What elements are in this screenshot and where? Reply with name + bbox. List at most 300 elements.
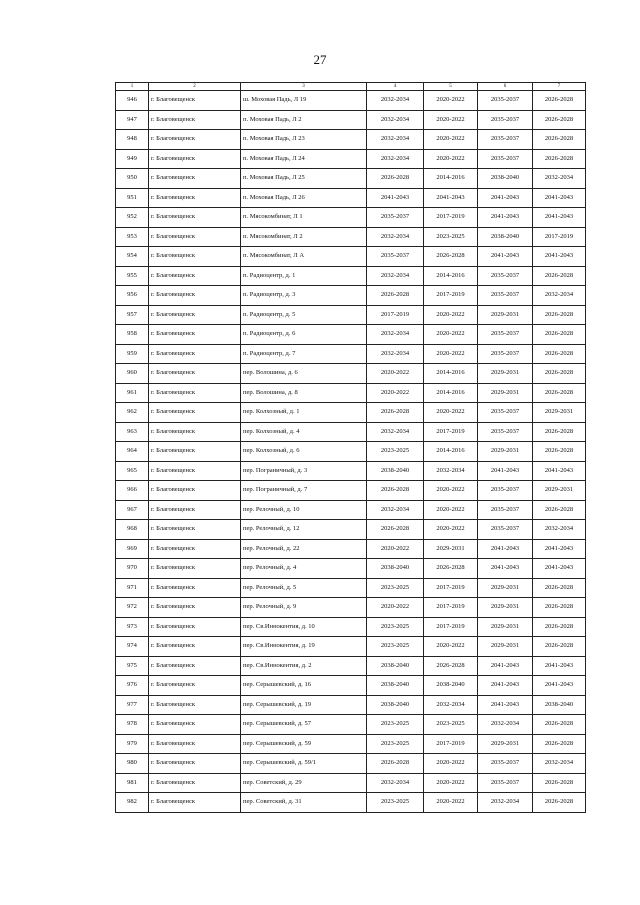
table-body [116,91,586,813]
row-number-cell: 974 [116,637,149,657]
period-cell: 2029-2031 [478,734,533,754]
period-cell: 2032-2034 [478,715,533,735]
period-cell: 2032-2034 [424,461,478,481]
address-cell: п. Мясокомбинат, Л 1 [241,208,367,228]
city-cell: г. Благовещенск [149,578,241,598]
address-cell: пер. Колхозный, д. 6 [241,442,367,462]
city-cell: г. Благовещенск [149,793,241,813]
period-cell: 2032-2034 [367,130,424,150]
table-row [116,793,586,813]
period-cell: 2020-2022 [424,325,478,345]
period-cell: 2014-2016 [424,442,478,462]
row-number-cell: 972 [116,598,149,618]
address-cell: ш. Моховая Падь, Л 19 [241,91,367,111]
period-cell: 2032-2034 [367,227,424,247]
city-cell: г. Благовещенск [149,422,241,442]
table-row [116,91,586,111]
period-cell: 2032-2034 [367,325,424,345]
period-cell: 2038-2040 [367,676,424,696]
period-cell: 2026-2028 [533,500,586,520]
address-cell: пер. Волошина, д. 8 [241,383,367,403]
row-number-cell: 961 [116,383,149,403]
table-row [116,773,586,793]
table-row [116,286,586,306]
period-cell: 2026-2028 [533,110,586,130]
period-cell: 2035-2037 [478,130,533,150]
address-cell: п. Радиоцентр, д. 5 [241,305,367,325]
period-cell: 2041-2043 [533,656,586,676]
table-row [116,149,586,169]
period-cell: 2023-2025 [367,793,424,813]
table-row [116,208,586,228]
period-cell: 2032-2034 [533,754,586,774]
period-cell: 2026-2028 [367,403,424,423]
table-row [116,266,586,286]
period-cell: 2032-2034 [533,286,586,306]
row-number-cell: 968 [116,520,149,540]
period-cell: 2026-2028 [424,559,478,579]
table-row [116,539,586,559]
city-cell: г. Благовещенск [149,247,241,267]
table-row [116,559,586,579]
row-number-cell: 958 [116,325,149,345]
city-cell: г. Благовещенск [149,364,241,384]
table-row [116,461,586,481]
period-cell: 2041-2043 [478,695,533,715]
period-cell: 2032-2034 [367,422,424,442]
row-number-cell: 957 [116,305,149,325]
city-cell: г. Благовещенск [149,559,241,579]
column-header: 2 [149,83,241,91]
table-row [116,422,586,442]
city-cell: г. Благовещенск [149,637,241,657]
address-cell: пер. Колхозный, д. 1 [241,403,367,423]
period-cell: 2032-2034 [367,110,424,130]
period-cell: 2041-2043 [533,188,586,208]
period-cell: 2014-2016 [424,169,478,189]
period-cell: 2035-2037 [367,208,424,228]
header-row [116,83,586,91]
period-cell: 2026-2028 [533,442,586,462]
period-cell: 2020-2022 [424,481,478,501]
city-cell: г. Благовещенск [149,773,241,793]
period-cell: 2020-2022 [367,598,424,618]
row-number-cell: 956 [116,286,149,306]
period-cell: 2026-2028 [533,715,586,735]
period-cell: 2026-2028 [533,325,586,345]
period-cell: 2032-2034 [424,695,478,715]
page-number: 27 [313,52,327,67]
address-cell: пер. Св.Иннокентия, д. 19 [241,637,367,657]
period-cell: 2041-2043 [478,559,533,579]
period-cell: 2041-2043 [478,208,533,228]
period-cell: 2032-2034 [367,149,424,169]
table-row [116,676,586,696]
period-cell: 2020-2022 [424,773,478,793]
period-cell: 2041-2043 [478,247,533,267]
period-cell: 2026-2028 [367,286,424,306]
city-cell: г. Благовещенск [149,481,241,501]
table-row [116,325,586,345]
table-row [116,734,586,754]
column-header: 3 [241,83,367,91]
period-cell: 2023-2025 [367,715,424,735]
address-cell: п. Мясокомбинат, Л А [241,247,367,267]
table-row [116,110,586,130]
period-cell: 2017-2019 [424,598,478,618]
period-cell: 2035-2037 [478,481,533,501]
table-row [116,578,586,598]
row-number-cell: 947 [116,110,149,130]
address-cell: пер. Серышевский, д. 57 [241,715,367,735]
city-cell: г. Благовещенск [149,130,241,150]
period-cell: 2032-2034 [367,91,424,111]
period-cell: 2035-2037 [478,286,533,306]
row-number-cell: 981 [116,773,149,793]
address-cell: п. Моховая Падь, Л 23 [241,130,367,150]
period-cell: 2035-2037 [367,247,424,267]
table-row [116,637,586,657]
period-cell: 2026-2028 [533,773,586,793]
city-cell: г. Благовещенск [149,461,241,481]
period-cell: 2017-2019 [424,578,478,598]
period-cell: 2020-2022 [424,793,478,813]
address-cell: пер. Релочный, д. 9 [241,598,367,618]
city-cell: г. Благовещенск [149,500,241,520]
address-cell: пер. Советский, д. 31 [241,793,367,813]
period-cell: 2035-2037 [478,422,533,442]
period-cell: 2035-2037 [478,266,533,286]
table-row [116,500,586,520]
period-cell: 2041-2043 [533,247,586,267]
address-cell: пер. Релочный, д. 10 [241,500,367,520]
address-cell: пер. Серышевский, д. 59/1 [241,754,367,774]
period-cell: 2041-2043 [533,539,586,559]
period-cell: 2029-2031 [478,598,533,618]
period-cell: 2026-2028 [367,169,424,189]
period-cell: 2026-2028 [424,656,478,676]
city-cell: г. Благовещенск [149,149,241,169]
period-cell: 2026-2028 [533,383,586,403]
table-row [116,715,586,735]
period-cell: 2038-2040 [424,676,478,696]
period-cell: 2041-2043 [478,539,533,559]
period-cell: 2014-2016 [424,383,478,403]
table-row [116,598,586,618]
period-cell: 2023-2025 [424,715,478,735]
period-cell: 2026-2028 [533,617,586,637]
address-cell: п. Мясокомбинат, Л 2 [241,227,367,247]
period-cell: 2029-2031 [533,481,586,501]
period-cell: 2026-2028 [533,149,586,169]
period-cell: 2026-2028 [533,637,586,657]
table-row [116,344,586,364]
period-cell: 2035-2037 [478,403,533,423]
period-cell: 2035-2037 [478,520,533,540]
period-cell: 2041-2043 [478,676,533,696]
period-cell: 2026-2028 [533,344,586,364]
period-cell: 2041-2043 [533,461,586,481]
table-row [116,305,586,325]
row-number-cell: 964 [116,442,149,462]
city-cell: г. Благовещенск [149,286,241,306]
table-row [116,364,586,384]
city-cell: г. Благовещенск [149,403,241,423]
period-cell: 2026-2028 [367,520,424,540]
city-cell: г. Благовещенск [149,520,241,540]
table-row [116,442,586,462]
period-cell: 2041-2043 [533,559,586,579]
period-cell: 2020-2022 [424,305,478,325]
period-cell: 2026-2028 [533,266,586,286]
period-cell: 2035-2037 [478,110,533,130]
period-cell: 2038-2040 [367,695,424,715]
address-cell: пер. Релочный, д. 4 [241,559,367,579]
period-cell: 2041-2043 [533,676,586,696]
city-cell: г. Благовещенск [149,325,241,345]
row-number-cell: 970 [116,559,149,579]
address-cell: пер. Пограничный, д. 3 [241,461,367,481]
period-cell: 2035-2037 [478,91,533,111]
period-cell: 2029-2031 [478,617,533,637]
period-cell: 2014-2016 [424,266,478,286]
period-cell: 2029-2031 [478,383,533,403]
city-cell: г. Благовещенск [149,734,241,754]
table-row [116,188,586,208]
row-number-cell: 965 [116,461,149,481]
column-header: 6 [478,83,533,91]
period-cell: 2035-2037 [478,344,533,364]
period-cell: 2038-2040 [367,656,424,676]
period-cell: 2029-2031 [533,403,586,423]
row-number-cell: 967 [116,500,149,520]
row-number-cell: 960 [116,364,149,384]
period-cell: 2035-2037 [478,754,533,774]
period-cell: 2020-2022 [424,500,478,520]
period-cell: 2026-2028 [533,734,586,754]
row-number-cell: 971 [116,578,149,598]
address-cell: п. Радиоцентр, д. 7 [241,344,367,364]
row-number-cell: 978 [116,715,149,735]
row-number-cell: 980 [116,754,149,774]
city-cell: г. Благовещенск [149,344,241,364]
period-cell: 2041-2043 [478,188,533,208]
table-row [116,481,586,501]
period-cell: 2017-2019 [424,422,478,442]
period-cell: 2020-2022 [424,344,478,364]
period-cell: 2017-2019 [424,208,478,228]
address-cell: пер. Волошина, д. 6 [241,364,367,384]
city-cell: г. Благовещенск [149,695,241,715]
period-cell: 2032-2034 [367,344,424,364]
address-cell: п. Моховая Падь, Л 24 [241,149,367,169]
address-cell: пер. Св.Иннокентия, д. 10 [241,617,367,637]
period-cell: 2020-2022 [367,364,424,384]
table-row [116,656,586,676]
period-cell: 2032-2034 [533,520,586,540]
period-cell: 2017-2019 [533,227,586,247]
period-cell: 2023-2025 [367,734,424,754]
table-row [116,403,586,423]
city-cell: г. Благовещенск [149,266,241,286]
period-cell: 2020-2022 [424,130,478,150]
period-cell: 2026-2028 [533,422,586,442]
table-row [116,617,586,637]
period-cell: 2020-2022 [424,149,478,169]
city-cell: г. Благовещенск [149,617,241,637]
city-cell: г. Благовещенск [149,305,241,325]
period-cell: 2023-2025 [367,617,424,637]
address-cell: п. Моховая Падь, Л 26 [241,188,367,208]
address-cell: пер. Серышевский, д. 59 [241,734,367,754]
period-cell: 2026-2028 [424,247,478,267]
row-number-cell: 963 [116,422,149,442]
row-number-cell: 946 [116,91,149,111]
period-cell: 2026-2028 [533,364,586,384]
address-cell: п. Радиоцентр, д. 1 [241,266,367,286]
period-cell: 2026-2028 [533,130,586,150]
period-cell: 2035-2037 [478,325,533,345]
city-cell: г. Благовещенск [149,442,241,462]
address-cell: п. Моховая Падь, Л 2 [241,110,367,130]
row-number-cell: 969 [116,539,149,559]
address-cell: п. Радиоцентр, д. 3 [241,286,367,306]
row-number-cell: 962 [116,403,149,423]
period-cell: 2026-2028 [533,598,586,618]
table-header [116,83,586,91]
row-number-cell: 966 [116,481,149,501]
city-cell: г. Благовещенск [149,188,241,208]
row-number-cell: 950 [116,169,149,189]
city-cell: г. Благовещенск [149,169,241,189]
address-cell: пер. Колхозный, д. 4 [241,422,367,442]
table-row [116,520,586,540]
column-header: 5 [424,83,478,91]
period-cell: 2023-2025 [367,637,424,657]
period-cell: 2026-2028 [367,754,424,774]
period-cell: 2041-2043 [478,656,533,676]
row-number-cell: 952 [116,208,149,228]
address-cell: пер. Серышевский, д. 19 [241,695,367,715]
period-cell: 2029-2031 [424,539,478,559]
address-cell: пер. Релочный, д. 12 [241,520,367,540]
city-cell: г. Благовещенск [149,754,241,774]
period-cell: 2041-2043 [424,188,478,208]
period-cell: 2026-2028 [533,578,586,598]
period-cell: 2017-2019 [367,305,424,325]
period-cell: 2035-2037 [478,500,533,520]
period-cell: 2029-2031 [478,305,533,325]
table-row [116,383,586,403]
row-number-cell: 953 [116,227,149,247]
period-cell: 2020-2022 [424,637,478,657]
city-cell: г. Благовещенск [149,656,241,676]
period-cell: 2029-2031 [478,442,533,462]
period-cell: 2035-2037 [478,773,533,793]
table-row [116,130,586,150]
period-cell: 2029-2031 [478,578,533,598]
period-cell: 2023-2025 [367,578,424,598]
address-cell: пер. Пограничный, д. 7 [241,481,367,501]
table-row [116,227,586,247]
period-cell: 2026-2028 [533,91,586,111]
period-cell: 2020-2022 [424,520,478,540]
city-cell: г. Благовещенск [149,715,241,735]
table-row [116,754,586,774]
period-cell: 2038-2040 [367,461,424,481]
row-number-cell: 955 [116,266,149,286]
period-cell: 2020-2022 [424,754,478,774]
row-number-cell: 949 [116,149,149,169]
row-number-cell: 948 [116,130,149,150]
column-header: 1 [116,83,149,91]
column-header: 4 [367,83,424,91]
period-cell: 2017-2019 [424,617,478,637]
address-cell: пер. Релочный, д. 22 [241,539,367,559]
row-number-cell: 977 [116,695,149,715]
period-cell: 2029-2031 [478,364,533,384]
address-cell: пер. Советский, д. 29 [241,773,367,793]
row-number-cell: 973 [116,617,149,637]
period-cell: 2032-2034 [367,773,424,793]
period-cell: 2038-2040 [533,695,586,715]
city-cell: г. Благовещенск [149,110,241,130]
period-cell: 2026-2028 [533,305,586,325]
period-cell: 2038-2040 [478,227,533,247]
period-cell: 2020-2022 [367,539,424,559]
period-cell: 2035-2037 [478,149,533,169]
period-cell: 2029-2031 [478,637,533,657]
period-cell: 2023-2025 [367,442,424,462]
period-cell: 2038-2040 [367,559,424,579]
row-number-cell: 951 [116,188,149,208]
city-cell: г. Благовещенск [149,208,241,228]
city-cell: г. Благовещенск [149,676,241,696]
period-cell: 2020-2022 [424,110,478,130]
table-row [116,247,586,267]
address-cell: п. Моховая Падь, Л 25 [241,169,367,189]
table-row [116,695,586,715]
period-cell: 2026-2028 [533,793,586,813]
period-cell: 2017-2019 [424,734,478,754]
period-cell: 2017-2019 [424,286,478,306]
city-cell: г. Благовещенск [149,383,241,403]
column-header: 7 [533,83,586,91]
city-cell: г. Благовещенск [149,227,241,247]
period-cell: 2020-2022 [367,383,424,403]
address-cell: пер. Релочный, д. 5 [241,578,367,598]
city-cell: г. Благовещенск [149,598,241,618]
row-number-cell: 959 [116,344,149,364]
address-cell: п. Радиоцентр, д. 6 [241,325,367,345]
table-row [116,169,586,189]
period-cell: 2041-2043 [533,208,586,228]
period-cell: 2032-2034 [533,169,586,189]
period-cell: 2041-2043 [478,461,533,481]
period-cell: 2032-2034 [478,793,533,813]
address-cell: пер. Серышевский, д. 16 [241,676,367,696]
period-cell: 2026-2028 [367,481,424,501]
row-number-cell: 975 [116,656,149,676]
address-cell: пер. Св.Иннокентия, д. 2 [241,656,367,676]
city-cell: г. Благовещенск [149,91,241,111]
city-cell: г. Благовещенск [149,539,241,559]
period-cell: 2020-2022 [424,403,478,423]
period-cell: 2020-2022 [424,91,478,111]
register-table [115,82,586,813]
period-cell: 2023-2025 [424,227,478,247]
row-number-cell: 976 [116,676,149,696]
